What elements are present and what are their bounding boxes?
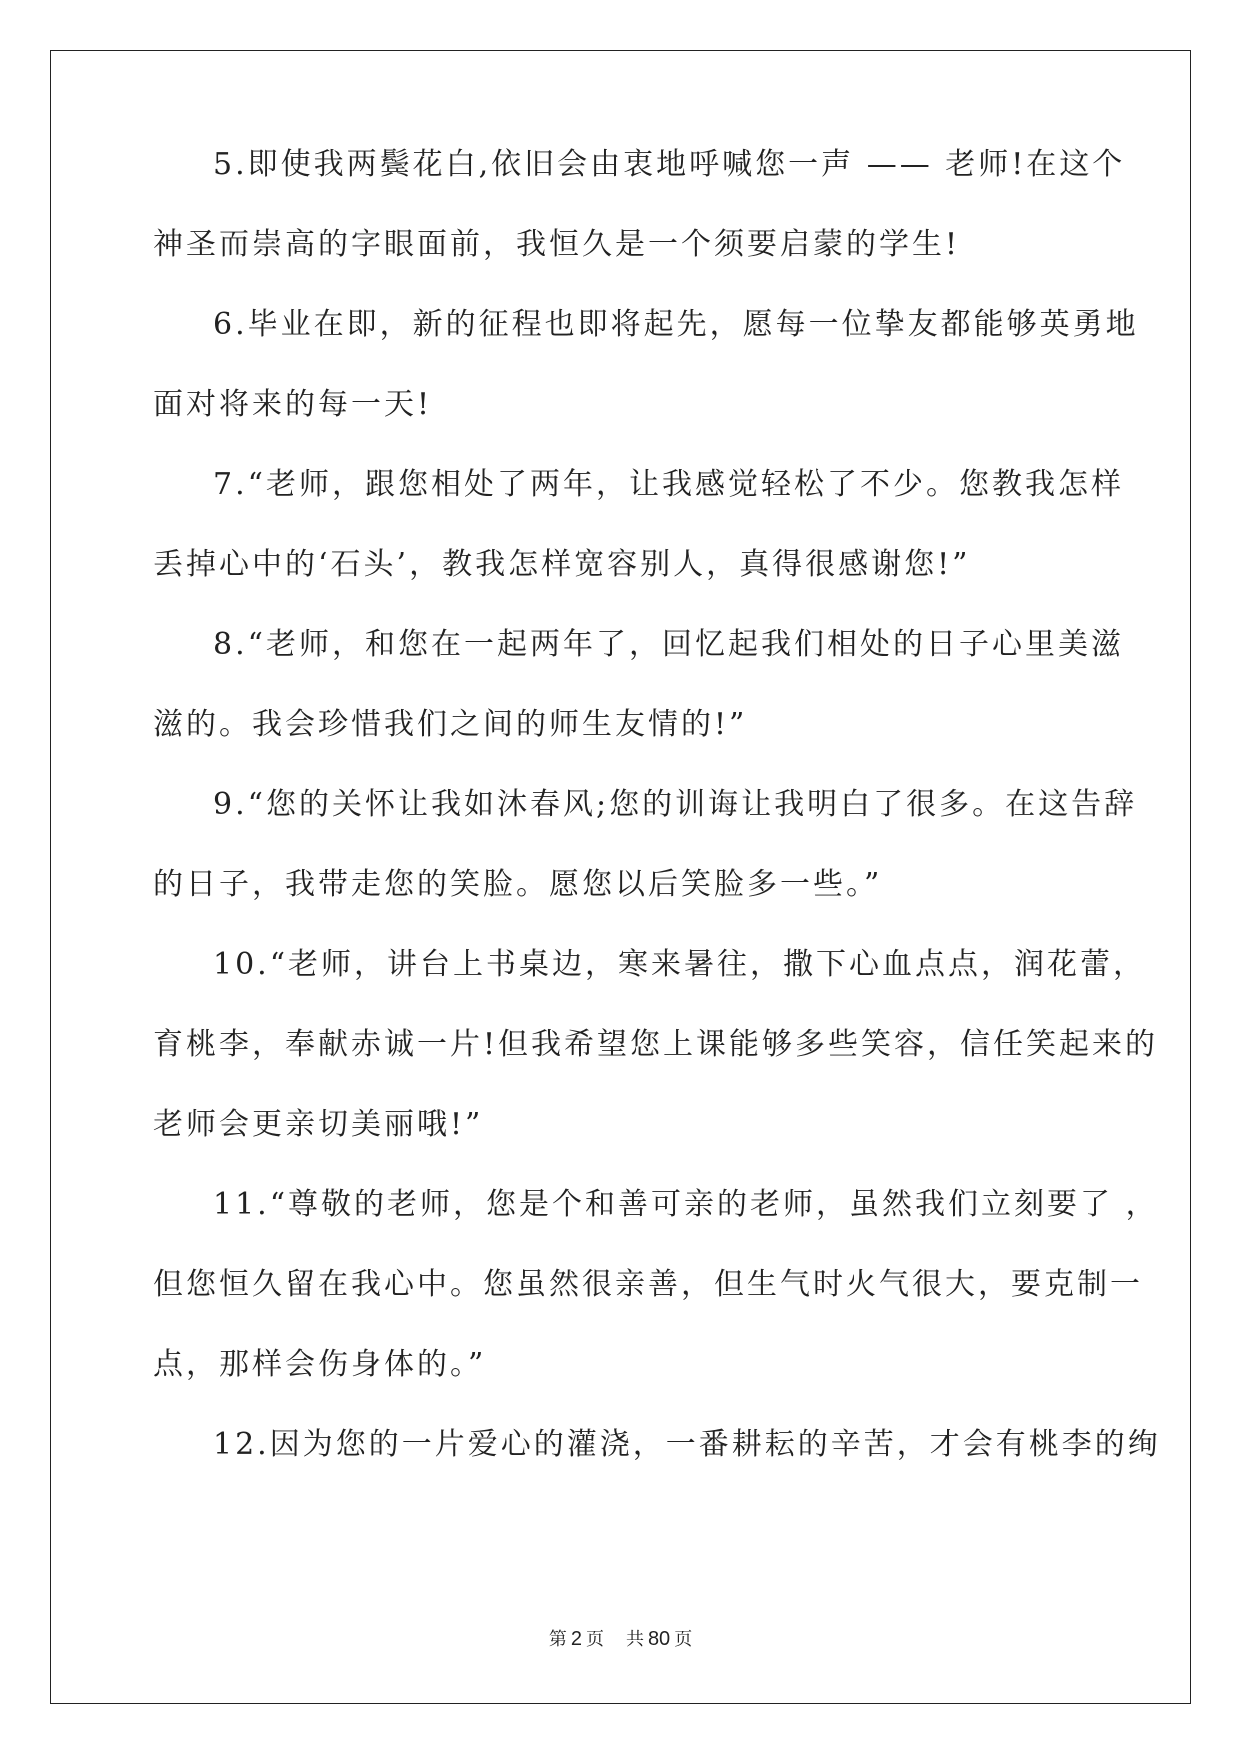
total-prefix: 共 bbox=[625, 1629, 644, 1650]
paragraph-line: 神圣而崇高的字眼面前，我恒久是一个须要启蒙的学生! bbox=[153, 227, 961, 262]
page-prefix: 第 bbox=[548, 1629, 567, 1650]
paragraph-line: 10.“老师，讲台上书桌边，寒来暑往，撒下心血点点，润花蕾， bbox=[213, 947, 1147, 982]
paragraph-line: 11.“尊敬的老师，您是个和善可亲的老师，虽然我们立刻要了 ， bbox=[213, 1187, 1159, 1222]
paragraph-line: 的日子，我带走您的笑脸。愿您以后笑脸多一些。” bbox=[153, 867, 883, 902]
paragraph-line: 育桃李，奉献赤诚一片!但我希望您上课能够多些笑容，信任笑起来的 bbox=[153, 1027, 1159, 1062]
paragraph-line: 老师会更亲切美丽哦!” bbox=[153, 1107, 484, 1142]
paragraph-line: 滋的。我会珍惜我们之间的师生友情的!” bbox=[153, 707, 748, 742]
paragraph-line: 7.“老师，跟您相处了两年，让我感觉轻松了不少。您教我怎样 bbox=[213, 467, 1124, 502]
paragraph-line: 9.“您的关怀让我如沐春风;您的训诲让我明白了很多。在这告辞 bbox=[213, 787, 1138, 822]
paragraph-line: 5.即使我两鬓花白,依旧会由衷地呼喊您一声 —— 老师!在这个 bbox=[213, 147, 1126, 182]
paragraph-line: 8.“老师，和您在一起两年了，回忆起我们相处的日子心里美滋 bbox=[213, 627, 1124, 662]
page-number: 2 bbox=[570, 1628, 582, 1650]
paragraph-line: 面对将来的每一天! bbox=[153, 387, 433, 422]
page-suffix: 页 bbox=[585, 1629, 604, 1650]
page-footer bbox=[0, 1625, 1241, 1651]
total-pages: 80 bbox=[647, 1628, 671, 1650]
paragraph-line: 丢掉心中的‘石头’，教我怎样宽容别人，真得很感谢您!” bbox=[153, 547, 971, 582]
paragraph-line: 6.毕业在即，新的征程也即将起先，愿每一位挚友都能够英勇地 bbox=[213, 307, 1139, 342]
paragraph-line: 点，那样会伤身体的。” bbox=[153, 1347, 487, 1382]
total-suffix: 页 bbox=[674, 1629, 693, 1650]
document-body bbox=[153, 147, 1161, 1510]
paragraph-line: 但您恒久留在我心中。您虽然很亲善，但生气时火气很大，要克制一 bbox=[153, 1267, 1143, 1302]
paragraph-line: 12.因为您的一片爱心的灌浇，一番耕耘的辛苦，才会有桃李的绚 bbox=[213, 1427, 1161, 1462]
